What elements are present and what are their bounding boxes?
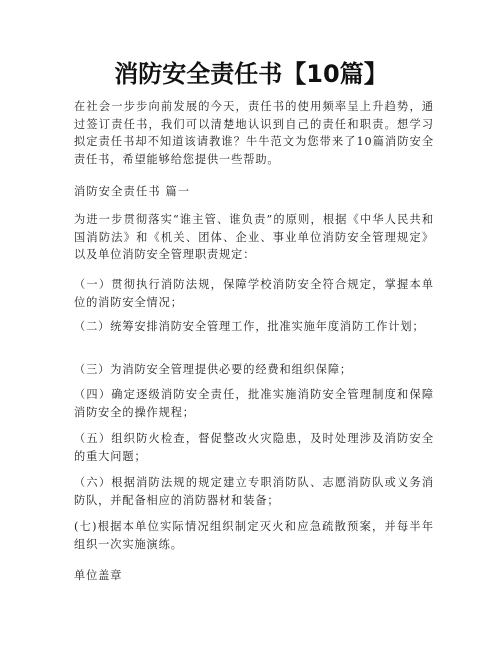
section-heading: 消防安全责任书 篇一 (74, 185, 191, 198)
document-title: 消防安全责任书【10篇】 (114, 60, 388, 88)
paragraph-principle: 为进一步贯彻落实“谁主管、谁负责”的原则，根据《中华人民共和国消防法》和《机关、团体、企业、事业单位消防安全管理规定》以及单位消防安全管理职责规定： (74, 213, 434, 261)
paragraph-item-5: （五）组织防火检查，督促整改火灾隐患，及时处理涉及消防安全的重大问题； (74, 432, 434, 463)
seal-label: 单位盖章 (74, 569, 123, 582)
paragraph-item-3: （三）为消防安全管理提供必要的经费和组织保障； (74, 363, 353, 376)
paragraph-item-1: （一）贯彻执行消防法规，保障学校消防安全符合规定，掌握本单位的消防安全情况； (74, 278, 434, 309)
paragraph-item-6: （六）根据消防法规的规定建立专职消防队、志愿消防队或义务消防队，并配备相应的消防器材和装备； (74, 476, 434, 507)
paragraph-item-7: (七)根据本单位实际情况组织制定灭火和应急疏散预案，并每半年组织一次实施演练。 (74, 520, 434, 551)
paragraph-item-2: （二）统筹安排消防安全管理工作，批准实施年度消防工作计划； (74, 320, 425, 333)
paragraph-item-4: （四）确定逐级消防安全责任，批准实施消防安全管理制度和保障消防安全的操作规程； (74, 388, 434, 419)
intro-paragraph: 在社会一步步向前发展的今天，责任书的使用频率呈上升趋势，通过签订责任书，我们可以清楚地认识到自己的责任和职责。想学习拟定责任书却不知道该请教谁？牛牛范文为您带来了10篇消防安全责任书，希望能够给您提供一些帮助。 (74, 100, 434, 166)
